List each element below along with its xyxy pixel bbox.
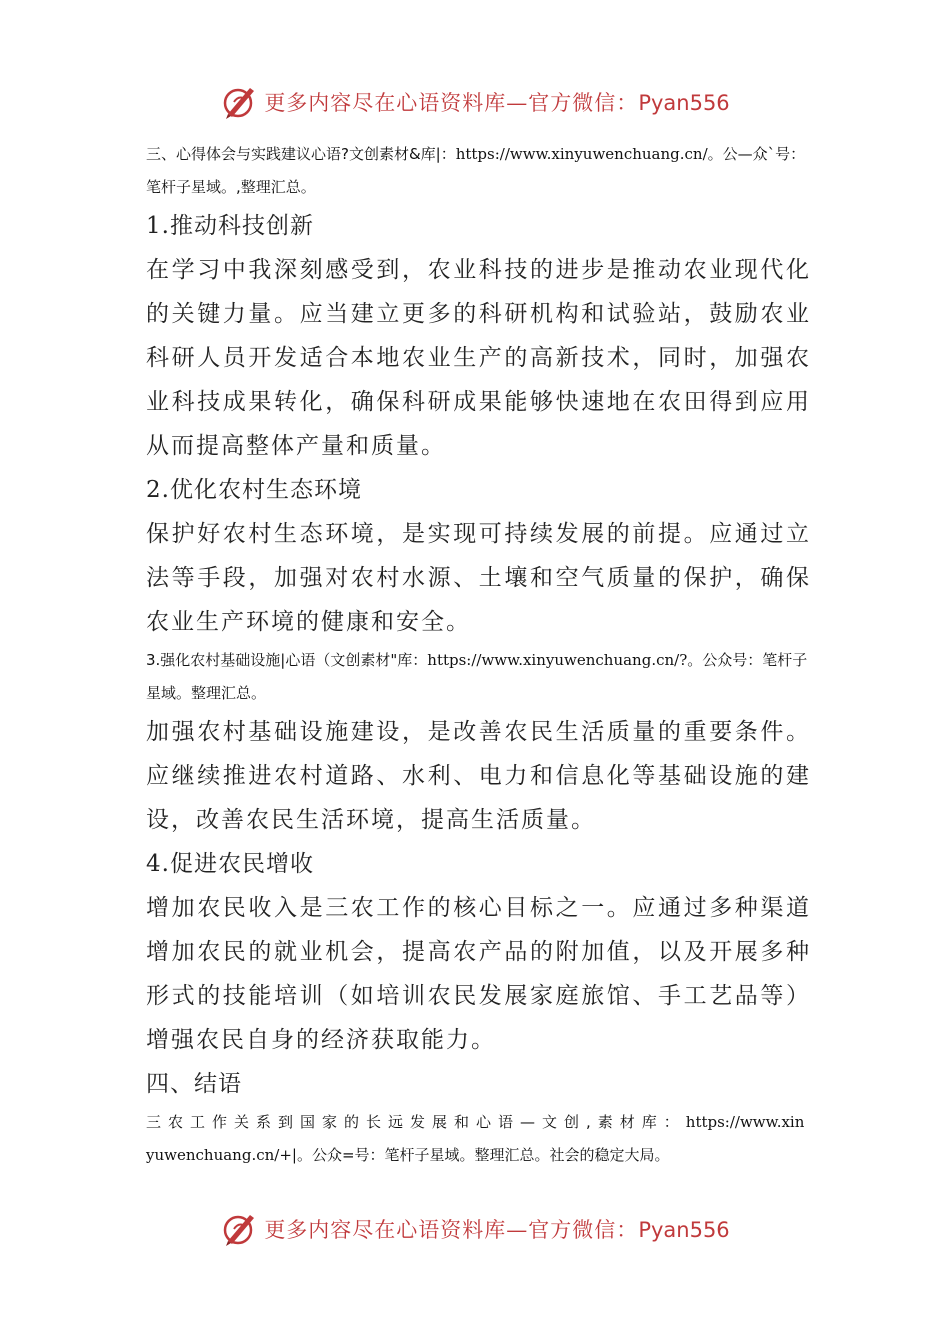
section-3-url: https://www.xinyuwenchuang.cn/ (455, 145, 708, 163)
banner-text: 更多内容尽在心语资料库—官方微信：Pyan556 (264, 1218, 730, 1242)
point-3-text: 加强农村基础设施建设，是改善农民生活质量的重要条件。应继续推进农村道路、水利、电力和信息化等基础设施的建设，改善农民生活环境，提高生活质量。 (146, 719, 811, 833)
point-2-heading: 2.优化农村生态环境 (146, 477, 362, 503)
point-1-heading: 1.推动科技创新 (146, 213, 314, 239)
pen-logo-icon (220, 82, 260, 122)
wechat-id: Pyan556 (638, 91, 730, 115)
point-2-text: 保护好农村生态环境，是实现可持续发展的前提。应通过立法等手段，加强对农村水源、土壤和空气质量的保护，确保农业生产环境的健康和安全。 (146, 521, 811, 635)
conclusion-url: https://www.xinyuwenchuang.cn/+| (146, 1113, 805, 1164)
header-watermark-banner (0, 80, 950, 124)
section-3-heading: 三、心得体会与实践建议心语?文创素材&库|：https://www.xinyuwenchuang.cn/。公—众`号：笔杆子星域。,整理汇总。 (146, 145, 806, 196)
pen-logo-icon (220, 1209, 260, 1249)
footer-watermark-banner (0, 1207, 950, 1251)
banner-text: 更多内容尽在心语资料库—官方微信：Pyan556 (264, 91, 730, 115)
conclusion-text: 三农工作关系到国家的长远发展和心语—文创,素材库：https://www.xinyuwenchuang.cn/+|。公众=号：笔杆子星域。整理汇总。社会的稳定大局。 (146, 1113, 805, 1164)
point-1-text: 在学习中我深刻感受到，农业科技的进步是推动农业现代化的关键力量。应当建立更多的科研机构和试验站，鼓励农业科研人员开发适合本地农业生产的高新技术，同时，加强农业科技成果转化，确保科研成果能够快速地在农田得到应用从而提高整体产量和质量。 (146, 257, 811, 459)
section-4-heading: 四、结语 (146, 1071, 242, 1097)
point-3-heading: 3.强化农村基础设施|心语（文创素材"库：https://www.xinyuwenchuang.cn/?。公众号：笔杆子星域。整理汇总。 (146, 651, 808, 702)
point-4-text: 增加农民收入是三农工作的核心目标之一。应通过多种渠道增加农民的就业机会，提高农产品的附加值，以及开展多种形式的技能培训（如培训农民发展家庭旅馆、手工艺品等）增强农民自身的经济获取能力。 (146, 895, 811, 1053)
point-4-heading: 4.促进农民增收 (146, 851, 314, 877)
document-page (146, 138, 811, 1172)
wechat-id: Pyan556 (638, 1218, 730, 1242)
point-3-url: https://www.xinyuwenchuang.cn/? (427, 651, 688, 669)
